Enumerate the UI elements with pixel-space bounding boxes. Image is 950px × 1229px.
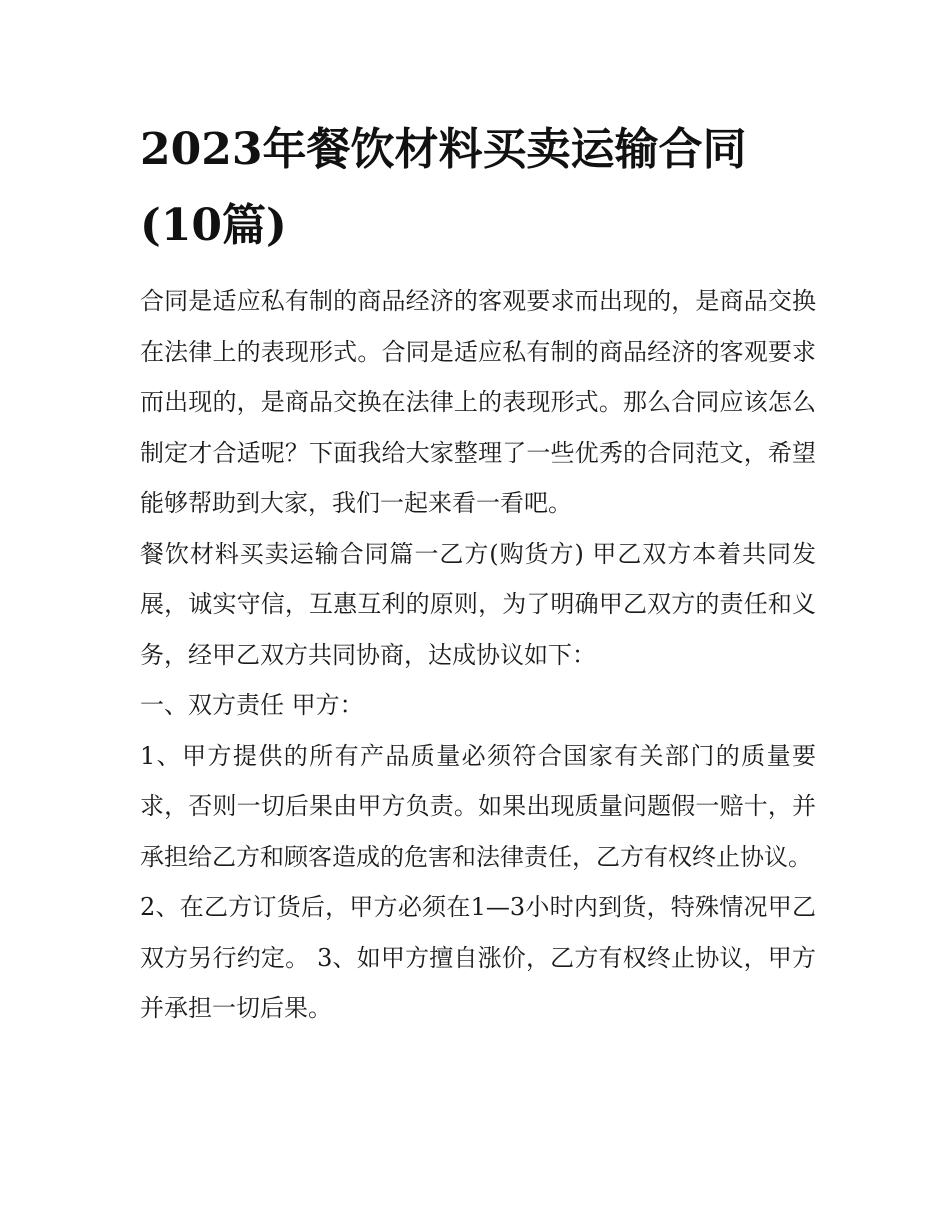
document-body bbox=[140, 276, 816, 1034]
clause-1-paragraph: 1、甲方提供的所有产品质量必须符合国家有关部门的质量要求，否则一切后果由甲方负责。如果出现质量问题假一赔十，并承担给乙方和顾客造成的危害和法律责任，乙方有权终止协议。 bbox=[140, 741, 816, 871]
intro-paragraph: 合同是适应私有制的商品经济的客观要求而出现的，是商品交换在法律上的表现形式。合同是适应私有制的商品经济的客观要求而出现的，是商品交换在法律上的表现形式。那么合同应该怎么制定才合适呢？下面我给大家整理了一些优秀的合同范文，希望能够帮助到大家，我们一起来看一看吧。 bbox=[140, 287, 816, 517]
section-heading-responsibilities: 一、双方责任 甲方： bbox=[140, 691, 364, 719]
clause-2-3-paragraph: 2、在乙方订货后，甲方必须在1—3小时内到货，特殊情况甲乙双方另行约定。 3、如甲方擅自涨价，乙方有权终止协议，甲方并承担一切后果。 bbox=[140, 893, 816, 1022]
contract-preamble-paragraph: 餐饮材料买卖运输合同篇一乙方(购货方) 甲乙双方本着共同发展，诚实守信，互惠互利的原则，为了明确甲乙双方的责任和义务，经甲乙双方共同协商，达成协议如下： bbox=[140, 539, 816, 669]
document-title: 2023年餐饮材料买卖运输合同(10篇) bbox=[140, 124, 747, 251]
